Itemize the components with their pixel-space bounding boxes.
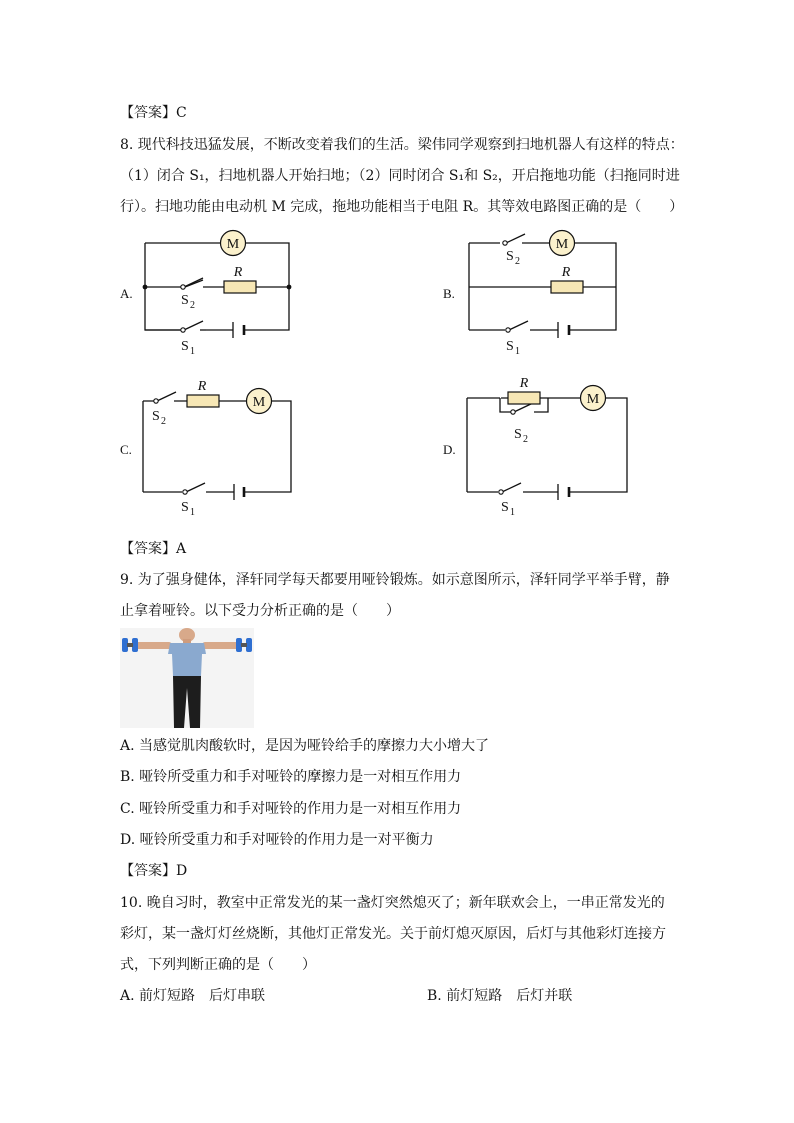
q10-text-line2: 彩灯，某一盏灯灯丝烧断，其他灯正常发光。关于前灯熄灭原因，后灯与其他彩灯连接方 <box>120 926 666 942</box>
motor-label-c: M <box>252 395 266 410</box>
q10-option-b: B. 前灯短路 后灯并联 <box>427 988 573 1004</box>
q9-text-line2: 止拿着哑铃。以下受力分析正确的是（ ） <box>120 603 400 619</box>
switch-sub-b-s1: 1 <box>515 346 520 357</box>
resistor-label-b: R <box>561 265 571 280</box>
q8-option-b-label: B. <box>443 286 455 301</box>
switch-label-c-s2: S <box>152 409 160 424</box>
motor-label-a: M <box>226 237 240 252</box>
dumbbell-photo <box>120 628 254 728</box>
q8-option-a-label: A. <box>120 286 133 301</box>
q10-text-line1: 10. 晚自习时，教室中正常发光的某一盏灯突然熄灭了；新年联欢会上，一串正常发光的 <box>120 895 665 911</box>
resistor-label-d: R <box>519 376 529 391</box>
switch-sub-c-s1: 1 <box>190 507 195 518</box>
q8-text-line3: 行）。扫地功能由电动机 M 完成，拖地功能相当于电阻 R。其等效电路图正确的是（ ） <box>120 199 684 215</box>
switch-label-d-s1: S <box>501 500 509 515</box>
q10-text-line3: 式，下列判断正确的是（ ） <box>120 957 316 973</box>
switch-label-d-s2: S <box>514 427 522 442</box>
motor-label-b: M <box>555 237 569 252</box>
answer-previous: 【答案】C <box>120 105 187 121</box>
q8-text-line1: 8. 现代科技迅猛发展，不断改变着我们的生活。梁伟同学观察到扫地机器人有这样的特点： <box>120 137 684 153</box>
q8-option-d-label: D. <box>443 442 456 457</box>
q9-option-a: A. 当感觉肌肉酸软时，是因为哑铃给手的摩擦力大小增大了 <box>120 738 490 754</box>
q8-option-c-label: C. <box>120 442 132 457</box>
resistor-label-c: R <box>197 379 207 394</box>
switch-label-a-s2: S <box>181 293 189 308</box>
switch-sub-d-s1: 1 <box>510 507 515 518</box>
q8-answer: 【答案】A <box>120 541 187 557</box>
motor-label-d: M <box>586 392 600 407</box>
switch-label-a-s1: S <box>181 339 189 354</box>
q8-text-line2: （1）闭合 S₁，扫地机器人开始扫地；（2）同时闭合 S₁和 S₂，开启拖地功能（扫拖同时进 <box>120 168 680 184</box>
resistor-label-a: R <box>233 265 243 280</box>
switch-label-c-s1: S <box>181 500 189 515</box>
q9-answer: 【答案】D <box>120 863 188 879</box>
switch-sub-a-s2: 2 <box>190 300 195 311</box>
switch-sub-a-s1: 1 <box>190 346 195 357</box>
q10-option-a: A. 前灯短路 后灯串联 <box>120 988 266 1004</box>
q9-text-line1: 9. 为了强身健体，泽轩同学每天都要用哑铃锻炼。如示意图所示，泽轩同学平举手臂，静 <box>120 572 670 588</box>
switch-sub-c-s2: 2 <box>161 416 166 427</box>
q9-option-c: C. 哑铃所受重力和手对哑铃的作用力是一对相互作用力 <box>120 801 462 817</box>
switch-sub-b-s2: 2 <box>515 256 520 267</box>
switch-label-b-s1: S <box>506 339 514 354</box>
q9-option-b: B. 哑铃所受重力和手对哑铃的摩擦力是一对相互作用力 <box>120 769 462 785</box>
switch-sub-d-s2: 2 <box>523 434 528 445</box>
q9-option-d: D. 哑铃所受重力和手对哑铃的作用力是一对平衡力 <box>120 832 434 848</box>
switch-label-b-s2: S <box>506 249 514 264</box>
